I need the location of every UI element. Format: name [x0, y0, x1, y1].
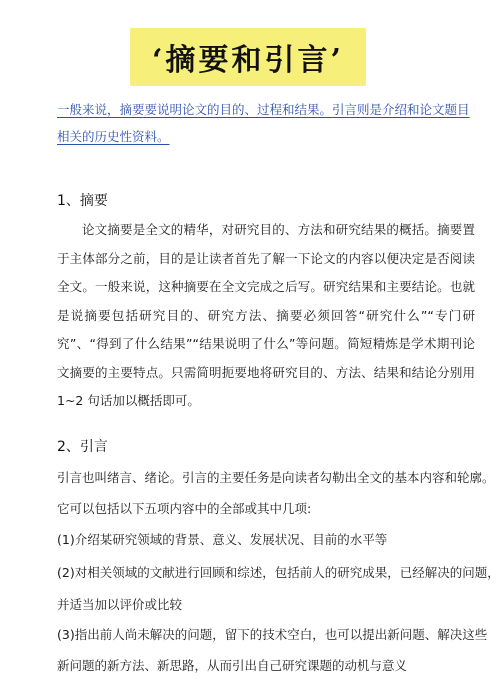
section-heading-introduction: 2、引言: [57, 439, 108, 455]
intro-link-text[interactable]: [57, 96, 477, 150]
intro-line: 并适当加以评价或比较: [57, 597, 183, 612]
intro-text[interactable]: 一般来说，摘要要说明论文的目的、过程和结果。引言则是介绍和论文题目相关的历史性资料。: [57, 102, 470, 144]
intro-line: 新问题的新方法、新思路，从而引出自己研究课题的动机与意义: [57, 658, 408, 673]
abstract-paragraph: 论文摘要是全文的精华，对研究目的、方法和研究结果的概括。摘要置于主体部分之前，目的是让读者首先了解一下论文的内容以便决定是否阅读全文。一般来说，这种摘要在全文完成之后写。研究结果和主要结论。也就是说摘要包括研究目的、研究方法、摘要必须回答“研究什么”“专门研究”、“得到了什么结果”“结果说明了什么”等问题。简短精炼是学术期刊论文摘要的主要特点。只需简明扼要地将研究目的、方法、结果和结论分别用 1~2 句话加以概括即可。: [57, 222, 475, 408]
intro-line: 引言也叫绪言、绪论。引言的主要任务是向读者勾勒出全文的基本内容和轮廓。: [57, 470, 495, 485]
page-title: ‘摘要和引言’: [152, 43, 344, 78]
intro-line: 它可以包括以下五项内容中的全部或其中几项:: [57, 501, 312, 516]
section-heading-abstract: 1、摘要: [57, 193, 108, 209]
title-banner: [130, 28, 366, 86]
intro-line: (2)对相关领域的文献进行回顾和综述，包括前人的研究成果，已经解决的问题，: [57, 565, 500, 580]
intro-line: (1)介绍某研究领域的背景、意义、发展状况、目前的水平等: [57, 532, 388, 547]
intro-line: (3)指出前人尚未解决的问题，留下的技术空白，也可以提出新问题、解决这些: [57, 627, 488, 642]
